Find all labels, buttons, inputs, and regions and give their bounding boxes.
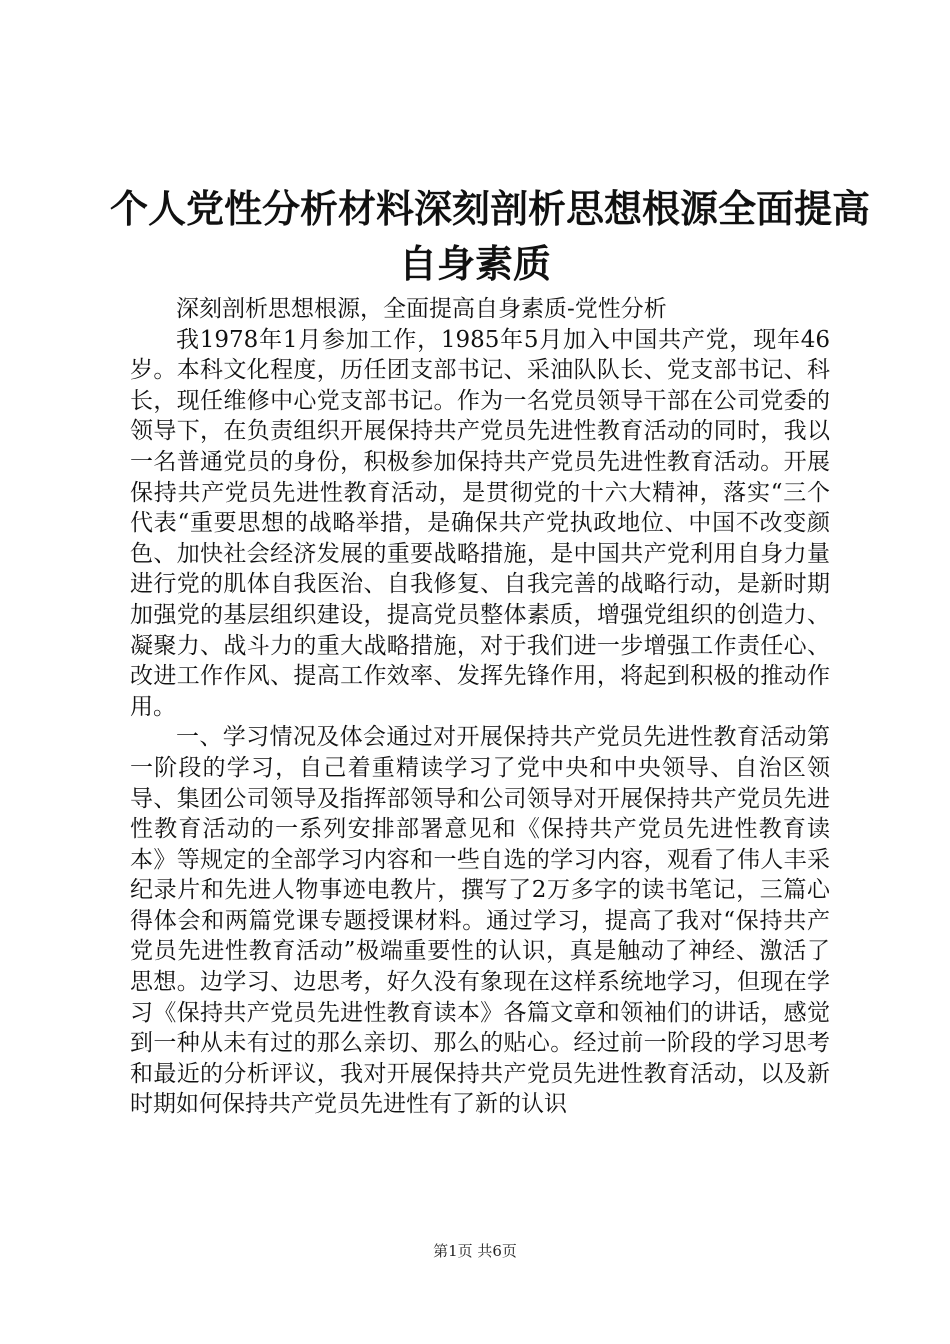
page-number-footer: 第1页 共6页 xyxy=(433,1242,517,1260)
subtitle-paragraph: 深刻剖析思想根源，全面提高自身素质-党性分析 xyxy=(176,296,667,322)
document-title-line-2: 自身素质 xyxy=(398,241,551,286)
body-paragraph: 我1978年1月参加工作，1985年5月加入中国共产党，现年46岁。本科文化程度，历任团支部书记、采油队队长、党支部书记、科长，现任维修中心党支部书记。作为一名党员领导干部在公司党委的领导下，在负责组织开展保持共产党员先进性教育活动的同时，我以一名普通党员的身份，积极参加保持共产党员先进性教育活动。开展保持共产党员先进性教育活动，是贯彻党的十六大精神，落实“三个代表“重要思想的战略举措，是确保共产党执政地位、中国不改变颜色、加快社会经济发展的重要战略措施，是中国共产党利用自身力量进行党的肌体自我医治、自我修复、自我完善的战略行动，是新时期加强党的基层组织建设，提高党员整体素质，增强党组织的创造力、凝聚力、战斗力的重大战略措施，对于我们进一步增强工作责任心、改进工作作风、提高工作效率、发挥先锋作用，将起到积极的推动作用。 xyxy=(130,326,830,720)
body-paragraph: 一、学习情况及体会通过对开展保持共产党员先进性教育活动第一阶段的学习，自己着重精读学习了党中央和中央领导、自治区领导、集团公司领导及指挥部领导和公司领导对开展保持共产党员先进性教育活动的一系列安排部署意见和《保持共产党员先进性教育读本》等规定的全部学习内容和一些自选的学习内容，观看了伟人丰采纪录片和先进人物事迹电教片，撰写了2万多字的读书笔记，三篇心得体会和两篇党课专题授课材料。通过学习，提高了我对“保持共产党员先进性教育活动”极端重要性的认识，真是触动了神经、激活了思想。边学习、边思考，好久没有象现在这样系统地学习，但现在学习《保持共产党员先进性教育读本》各篇文章和领袖们的讲话，感觉到一种从未有过的那么亲切、那么的贴心。经过前一阶段的学习思考和最近的分析评议，我对开展保持共产党员先进性教育活动，以及新时期如何保持共产党员先进性有了新的认识 xyxy=(130,724,830,1118)
document-body xyxy=(130,294,830,1120)
document-title-line-1: 个人党性分析材料深刻剖析思想根源全面提高 xyxy=(110,186,871,231)
